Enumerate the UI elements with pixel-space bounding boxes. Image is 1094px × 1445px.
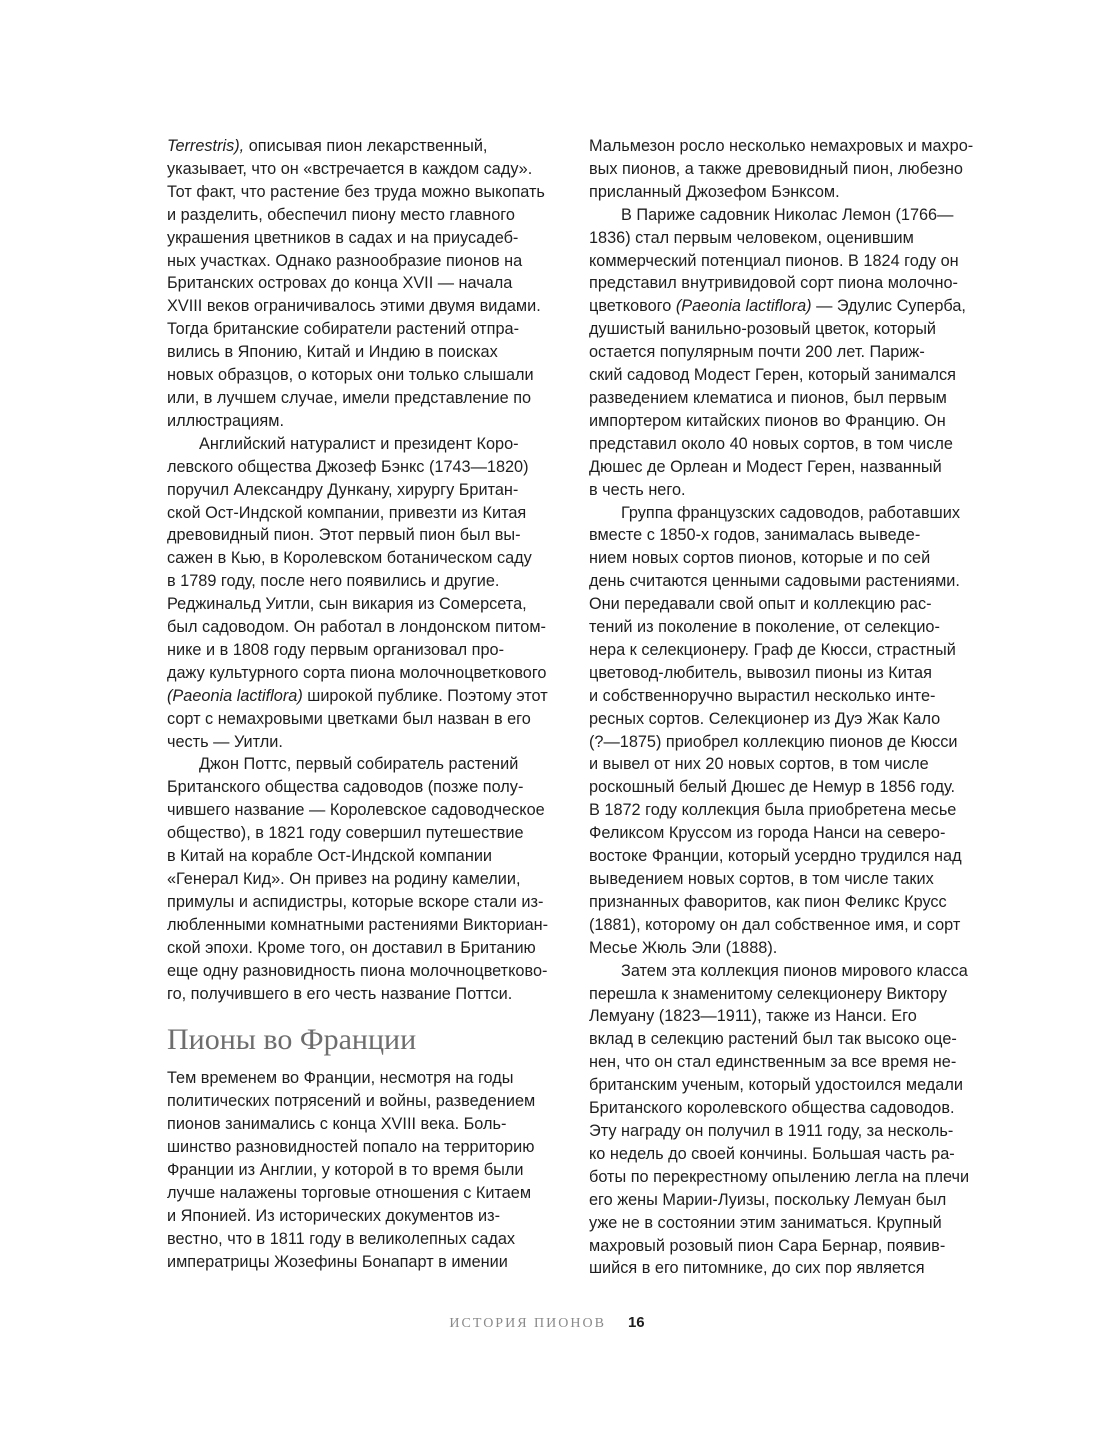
text-line: вестно, что в 1811 году в великолепных садах — [167, 1229, 516, 1248]
text-line: его жены Марии-Луизы, поскольку Лемуан был — [589, 1190, 947, 1209]
text-line: новых образцов, о которых они только слышали — [167, 366, 534, 385]
text-line: Месье Жюль Эли (1888). — [589, 938, 778, 957]
text-line: выведением новых сортов, в том числе таких — [589, 870, 934, 888]
text-line: ский садовод Модест Герен, который занимался — [589, 366, 956, 385]
text-line: боты по перекрестному опылению легла на плечи — [589, 1167, 970, 1186]
text-line: представил около 40 новых сортов, в том числе — [589, 434, 953, 453]
text-line: иллюстрациям. — [167, 411, 284, 430]
text-line: в Китай на корабле Ост-Индской компании — [167, 847, 493, 866]
page-footer — [0, 1314, 1094, 1332]
text-line: Дюшес де Орлеан и Модест Герен, названный — [589, 457, 942, 476]
text-line: махровый розовый пион Сара Бернар, появив- — [589, 1236, 946, 1255]
text-line: вились в Японию, Китай и Индию в поисках — [167, 343, 498, 362]
text-line: день считаются ценными садовыми растениями. — [589, 572, 960, 591]
text-line: Они передавали свой опыт и коллекцию рас- — [589, 595, 932, 614]
text-line: и собственноручно вырастил несколько инте- — [589, 686, 936, 705]
text-line: шинство разновидностей попало на территорию — [167, 1138, 535, 1157]
text-line: нике и в 1808 году первым организовал про- — [167, 640, 505, 659]
text-line: Реджинальд Уитли, сын викария из Сомерсета, — [167, 595, 527, 614]
text-line: в честь него. — [589, 480, 686, 499]
text-line: сажен в Кью, в Королевском ботаническом саду — [167, 549, 532, 568]
paragraph — [167, 433, 567, 754]
text-line: сорт с немахровыми цветками был назван в его — [167, 709, 531, 728]
text-line: Terrestris), описывая пион лекарственный, — [167, 137, 488, 155]
text-line: ской Ост-Индской компании, привезти из Китая — [167, 503, 527, 522]
text-line: Франции из Англии, у которой в то время были — [167, 1161, 524, 1180]
latin-name: Terrestris), — [167, 137, 245, 155]
text-line: го, получившего в его честь название Поттси. — [167, 984, 513, 1003]
text-line: лучше налажены торговые отношения с Китаем — [167, 1183, 532, 1202]
text-line: и вывел от них 20 новых сортов, в том числе — [589, 755, 929, 774]
running-title: ИСТОРИЯ ПИОНОВ — [449, 1316, 606, 1331]
text-line: (?—1875) приобрел коллекцию пионов де Кюсси — [589, 732, 958, 751]
text-line: Затем эта коллекция пионов мирового класса — [621, 961, 968, 980]
text-line: был садоводом. Он работал в лондонском питом- — [167, 618, 546, 637]
text-line: ных участках. Однако разнообразие пионов на — [167, 251, 523, 270]
text-line: и разделить, обеспечил пиону место главного — [167, 205, 515, 224]
text-line: В Париже садовник Николас Лемон (1766— — [621, 205, 954, 224]
text-line: ко недель до своей кончины. Большая часть ра- — [589, 1144, 955, 1163]
text-line: шийся в его питомнике, до сих пор является — [589, 1259, 925, 1278]
text-line: примулы и аспидистры, которые вскоре стали из- — [167, 892, 544, 911]
text-line: вместе с 1850-х годов, занималась выведе- — [589, 526, 921, 545]
text-line: Британского общества садоводов (позже полу- — [167, 778, 524, 797]
text-line: (Paeonia lactiflora) широкой публике. Поэтому этот — [167, 686, 548, 705]
text-line: нием новых сортов пионов, которые и по сей — [589, 549, 931, 568]
latin-name: (Paeonia lactiflora) — [675, 297, 812, 316]
text-line: нера к селекционеру. Граф де Кюсси, страстный — [589, 640, 956, 659]
paragraph — [589, 204, 991, 502]
text-line: ской эпохи. Кроме того, он доставил в Британию — [167, 938, 536, 957]
paragraph — [167, 1067, 567, 1273]
text-line: еще одну разновидность пиона молочноцветково- — [167, 961, 548, 980]
text-line: «Генерал Кид». Он привез на родину камелии, — [167, 870, 521, 888]
paragraph — [167, 753, 567, 1005]
text-line: 1836) стал первым человеком, оценившим — [589, 228, 914, 247]
text-line: Английский натуралист и президент Коро- — [199, 434, 519, 453]
text-line: дажу культурного сорта пиона молочноцветкового — [167, 663, 547, 682]
text-line: тений из поколение в поколение, от селекцио- — [589, 618, 940, 637]
page-number: 16 — [627, 1314, 645, 1331]
text-line: любленными комнатными растениями Викториан- — [167, 915, 549, 934]
text-line: или, в лучшем случае, имели представление по — [167, 388, 532, 407]
text-line: Тем временем во Франции, несмотря на годы — [167, 1069, 514, 1088]
text-line: чившего название — Королевское садоводческое — [167, 801, 545, 820]
text-line: поручил Александру Дункану, хирургу Британ- — [167, 480, 519, 499]
text-line: Тот факт, что растение без труда можно выкопать — [167, 182, 545, 201]
text-line: уже не в состоянии этим заниматься. Крупный — [589, 1213, 942, 1232]
paragraph — [589, 135, 991, 204]
text-line: разведением клематиса и пионов, был первым — [589, 388, 947, 407]
text-line: Мальмезон росло несколько немахровых и махро- — [589, 137, 974, 155]
section-heading: Пионы во Франции — [167, 1023, 417, 1057]
text-line: Тогда британские собиратели растений отпра- — [167, 320, 519, 339]
text-line: коммерческий потенциал пионов. В 1824 году он — [589, 251, 959, 270]
text-line: императрицы Жозефины Бонапарт в имении — [167, 1252, 508, 1271]
text-line: присланный Джозефом Бэнксом. — [589, 182, 840, 201]
text-line: древовидный пион. Этот первый пион был вы- — [167, 526, 521, 545]
text-line: левского общества Джозеф Бэнкс (1743—1820) — [167, 457, 529, 476]
right-column — [589, 135, 991, 1280]
text-line: британским ученым, который удостоился медали — [589, 1076, 963, 1095]
text-line: (1881), которому он дал собственное имя, и сорт — [589, 915, 961, 934]
text-line: импортером китайских пионов во Францию. Он — [589, 411, 946, 430]
latin-name: (Paeonia lactiflora) — [167, 686, 303, 705]
text-line: роскошный белый Дюшес де Немур в 1856 году. — [589, 778, 956, 797]
text-line: цветкового (Paeonia lactiflora) — Эдулис Суперба, — [589, 297, 966, 316]
text-line: остается популярным почти 200 лет. Париж- — [589, 343, 925, 362]
paragraph — [589, 502, 991, 960]
text-line: честь — Уитли. — [167, 732, 283, 751]
text-line: и Японией. Из исторических документов из- — [167, 1206, 501, 1225]
text-line: Лемуану (1823—1911), также из Нанси. Его — [589, 1007, 917, 1026]
text-line: Джон Поттс, первый собиратель растений — [199, 755, 519, 774]
paragraph — [167, 135, 567, 433]
paragraph — [589, 960, 991, 1281]
text-line: в 1789 году, после него появились и другие. — [167, 572, 500, 591]
text-line: нен, что он стал единственным за все время не- — [589, 1053, 957, 1072]
text-line: признанных фаворитов, как пион Феликс Крусс — [589, 892, 947, 911]
text-line: пионов занимались с конца XVIII века. Боль- — [167, 1115, 507, 1134]
text-line: вых пионов, а также древовидный пион, любезно — [589, 159, 963, 178]
text-line: перешла к знаменитому селекционеру Виктору — [589, 984, 947, 1003]
text-line: востоке Франции, который усердно трудился над — [589, 847, 962, 866]
text-line: Британских островах до конца XVII — начала — [167, 274, 513, 293]
text-line: Группа французских садоводов, работавших — [621, 503, 960, 522]
text-line: XVIII веков ограничивалось этими двумя видами. — [167, 297, 541, 316]
text-line: политических потрясений и войны, разведением — [167, 1092, 536, 1111]
text-line: цветовод-любитель, вывозил пионы из Китая — [589, 663, 932, 682]
text-line: украшения цветников в садах и на приусадеб- — [167, 228, 519, 247]
text-line: ресных сортов. Селекционер из Дуэ Жак Кало — [589, 709, 941, 728]
text-line: Феликсом Круссом из города Нанси на северо- — [589, 824, 946, 843]
text-line: общество), в 1821 году совершил путешествие — [167, 824, 524, 843]
text-line: указывает, что он «встречается в каждом саду». — [167, 159, 533, 178]
text-line: вклад в селекцию растений был так высоко оце- — [589, 1030, 957, 1049]
text-line: Британского королевского общества садоводов. — [589, 1099, 955, 1118]
text-line: душистый ванильно-розовый цветок, который — [589, 320, 936, 339]
left-column — [167, 135, 567, 1274]
text-line: Эту награду он получил в 1911 году, за несколь- — [589, 1121, 954, 1140]
text-line: В 1872 году коллекция была приобретена месье — [589, 801, 957, 820]
text-line: представил внутривидовой сорт пиона молочно- — [589, 274, 958, 293]
